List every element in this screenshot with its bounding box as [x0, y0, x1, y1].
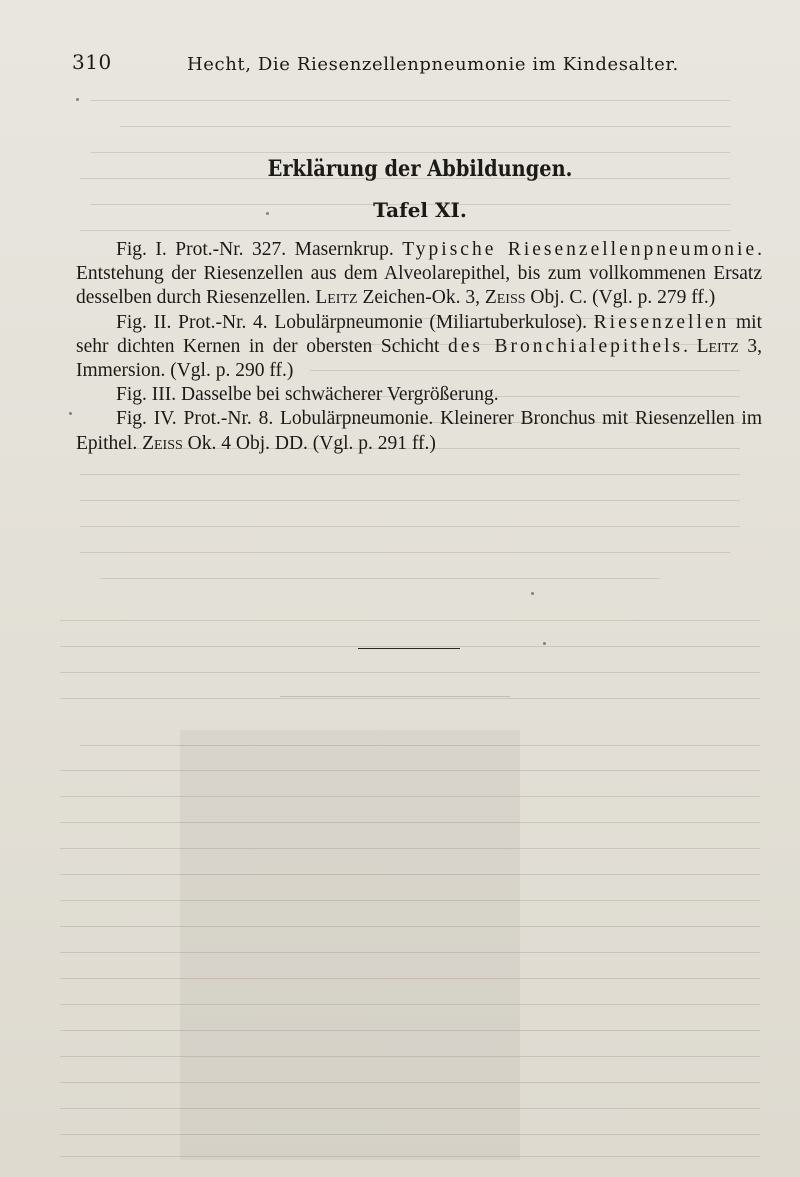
figure-captions — [76, 238, 762, 456]
section-title: Erklärung der Abbildungen. — [267, 156, 573, 182]
caption-text: . Entstehung der Riesenzellen aus dem Alveolarepithel, bis zum vollkommenen Ersatz desselben durch Riesenzellen. — [76, 239, 762, 309]
running-head: Hecht, Die Riesenzellenpneumonie im Kindesalter. — [187, 54, 679, 75]
page-number: 310 — [72, 50, 112, 74]
caption-text: Fig. II. Prot.-Nr. 4. Lobulärpneumonie (Miliartuberkulose). — [116, 311, 594, 333]
caption-emphasis: Typische Riesenzellenpneumonie — [402, 239, 758, 260]
caption-fig-4 — [76, 407, 762, 455]
caption-text: 3, Immersion. (Vgl. p. 290 ff.) — [76, 335, 763, 382]
manufacturer-name: Leitz — [315, 287, 358, 309]
caption-text: Fig. IV. Prot.-Nr. 8. Lobulärpneumonie. Kleinerer Bronchus mit Riesenzellen im Epithel. — [76, 408, 762, 454]
caption-fig-1 — [76, 238, 762, 311]
section-divider — [358, 648, 460, 649]
paper-speck — [543, 642, 546, 645]
caption-text: mit sehr dichten Kernen in der obersten Schicht — [76, 311, 762, 357]
caption-text: . — [683, 335, 697, 357]
caption-text: Ok. 4 Obj. DD. (Vgl. p. 291 ff.) — [182, 432, 436, 454]
caption-text: Zeichen-Ok. 3, — [357, 287, 485, 309]
plate-title: Tafel XI. — [373, 198, 467, 222]
paper-speck — [531, 592, 534, 595]
manufacturer-name: Leitz — [696, 335, 739, 357]
caption-text: Fig. III. Dasselbe bei schwächerer Vergrößerung. — [116, 384, 499, 406]
paper-speck — [266, 212, 269, 215]
caption-fig-2 — [76, 311, 762, 384]
caption-fig-3 — [76, 383, 762, 407]
caption-text: Obj. C. (Vgl. p. 279 ff.) — [525, 287, 716, 309]
caption-emphasis: Riesenzellen — [593, 311, 730, 333]
caption-text: Fig. I. Prot.-Nr. 327. Masernkrup. — [116, 239, 403, 260]
manufacturer-name: Zeiss — [484, 287, 526, 309]
paper-speck — [69, 412, 72, 415]
paper-speck — [76, 98, 79, 101]
caption-emphasis: des Bronchialepithels — [447, 335, 684, 357]
manufacturer-name: Zeiss — [142, 432, 183, 454]
